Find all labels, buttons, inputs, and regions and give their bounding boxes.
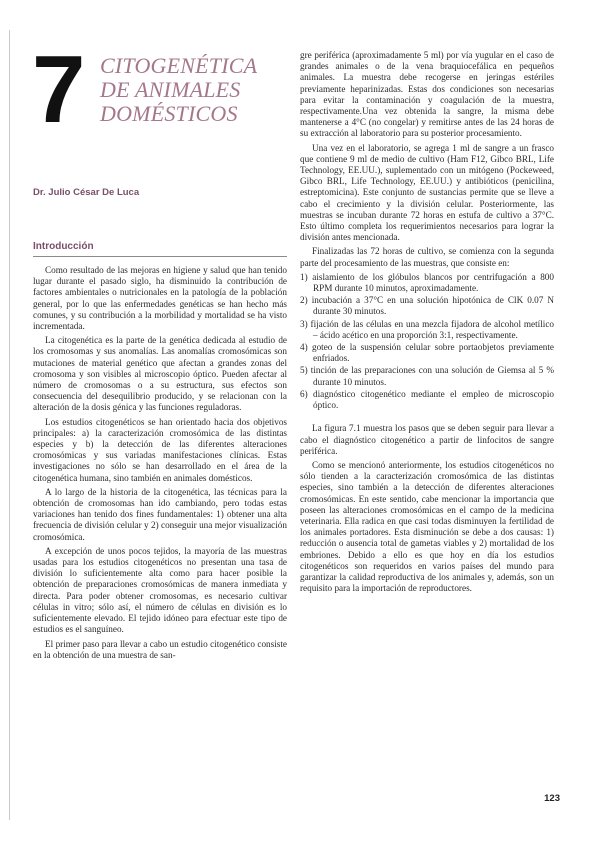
chapter-title-line: DOMÉSTICOS [100, 101, 238, 126]
paragraph: gre periférica (aproximadamente 5 ml) por vía yugular en el caso de grandes animales o de la vena braquiocefálica en pequeños animales. La muestra debe recogerse en jeringas estériles previamente heparinizadas. Estas dos condiciones son necesarias para evitar la contaminación y coagulación de la muestra, respectivamente.Una vez obtenida la sangre, la misma debe mantenerse a 4°C (no congelar) y remitirse antes de las 24 horas de su extracción al laboratorio para su posterior procesamiento. [300, 50, 554, 139]
left-column [33, 265, 287, 664]
section-heading: Introducción [33, 241, 94, 252]
chapter-title-line: CITOGENÉTICA [100, 53, 258, 78]
paragraph: El primer paso para llevar a cabo un estudio citogenético consiste en la obtención de una muestra de san- [33, 638, 287, 660]
procedure-list [300, 272, 554, 411]
list-item: 3) fijación de las células en una mezcla fijadora de alcohol metílico – ácido acético en una proporción 3:1, respectivamente. [300, 318, 554, 340]
heading-divider [33, 256, 287, 257]
paragraph: La figura 7.1 muestra los pasos que se deben seguir para llevar a cabo el diagnóstico citogenético a partir de linfocitos de sangre periférica. [300, 423, 554, 456]
paragraph: Finalizadas las 72 horas de cultivo, se comienza con la segunda parte del procesamiento de las muestras, que consiste en: [300, 246, 554, 268]
list-item: 5) tinción de las preparaciones con una solución de Giemsa al 5 % durante 10 minutos. [300, 365, 554, 387]
spacer [300, 414, 554, 423]
list-item: 2) incubación a 37°C en una solución hipotónica de ClK 0.07 N durante 30 minutos. [300, 295, 554, 317]
paragraph: Como se mencionó anteriormente, los estudios citogenéticos no sólo tienden a la caracterización cromosómica de las distintas especies, sino también a la detección de diferentes alteraciones cromosómicas. En este sentido, cabe mencionar la importancia que poseen las alteraciones cromosómicas en el campo de la medicina veterinaria. Ella radica en que casi todas disminuyen la fertilidad de los animales portadores. Esta disminución se debe a dos causas: 1) reducción o ausencia total de gametas viables y 2) mortalidad de los embriones. Debido a ello es que hoy en día los estudios citogenéticos son requeridos en varios países del mundo para garantizar la calidad reproductiva de los animales y, además, son un requisito para la importación de reproductores. [300, 459, 554, 594]
paragraph: A excepción de unos pocos tejidos, la mayoría de las muestras usadas para los estudios citogenéticos no presentan una tasa de división lo suficientemente alta como para hacer posible la obtención de preparaciones cromosómicas de manera inmediata y directa. Para poder obtener cromosomas, es necesario cultivar células in vitro; sólo así, el número de células en división es lo suficientemente elevado. El tejido idóneo para efectuar este tipo de estudios es el sanguíneo. [33, 545, 287, 635]
chapter-title [100, 54, 280, 126]
paragraph: Una vez en el laboratorio, se agrega 1 ml de sangre a un frasco que contiene 9 ml de medio de cultivo (Ham F12, Gibco BRL, Life Technology, EE.UU.), suplementado con un mitógeno (Pockeweed, Gibco BRL, Life Technology, EE.UU.) y antibióticos (penicilina, estreptomicina). Este conjunto de sustancias permite que se lleve a cabo el crecimiento y la división celular. Posteriormente, las muestras se incuban durante 72 horas en estufa de cultivo a 37°C. Esto último completa los requerimientos necesarios para lograr la división antes mencionada. [300, 142, 554, 243]
paragraph: Los estudios citogenéticos se han orientado hacia dos objetivos principales: a) la caracterización cromosómica de las distintas especies y b) la detección de las diferentes alteraciones cromosómicas y sus variadas manifestaciones clínicas. Estas investigaciones no sólo se han desarrollado en el área de la citogenética humana, sino también en animales domésticos. [33, 416, 287, 483]
list-item: 6) diagnóstico citogenético mediante el empleo de microscopio óptico. [300, 388, 554, 411]
right-column [300, 50, 554, 597]
page-number: 123 [544, 793, 560, 804]
chapter-number: 7 [32, 36, 86, 143]
chapter-title-line: DE ANIMALES [100, 77, 241, 102]
list-item: 1) aislamiento de los glóbulos blancos por centrifugación a 800 RPM durante 10 minutos, aproximadamente. [300, 271, 554, 294]
paragraph: Como resultado de las mejoras en higiene y salud que han tenido lugar durante el pasado siglo, ha disminuido la contribución de factores ambientales o nutricionales en la patología de la población general, por lo que las enfermedades genéticas se han hecho más comunes, y su contribución a la morbilidad y mortalidad se ha visto incrementada. [33, 265, 287, 332]
list-item: 4) goteo de la suspensión celular sobre portaobjetos previamente enfriados. [300, 342, 554, 364]
page-edge-rule [9, 30, 10, 820]
paragraph: A lo largo de la historia de la citogenética, las técnicas para la obtención de cromosomas han ido cambiando, pero todas estas variaciones han tenido dos fines fundamentales: 1) obtener una alta frecuencia de división celular y 2) conseguir una mejor visualización cromosómica. [33, 486, 287, 542]
author-name: Dr. Julio César De Luca [33, 187, 140, 198]
paragraph: La citogenética es la parte de la genética dedicada al estudio de los cromosomas y sus anomalías. Las anomalías cromosómicas son mutaciones de material genético que afectan a grandes zonas del cromosoma y son visibles al microscopio óptico. Pueden afectar al número de cromosomas o a su estructura, sus efectos son consecuencia del desequilibrio producido, y se relacionan con la alteración de la dosis génica y las funciones reguladoras. [33, 335, 287, 413]
